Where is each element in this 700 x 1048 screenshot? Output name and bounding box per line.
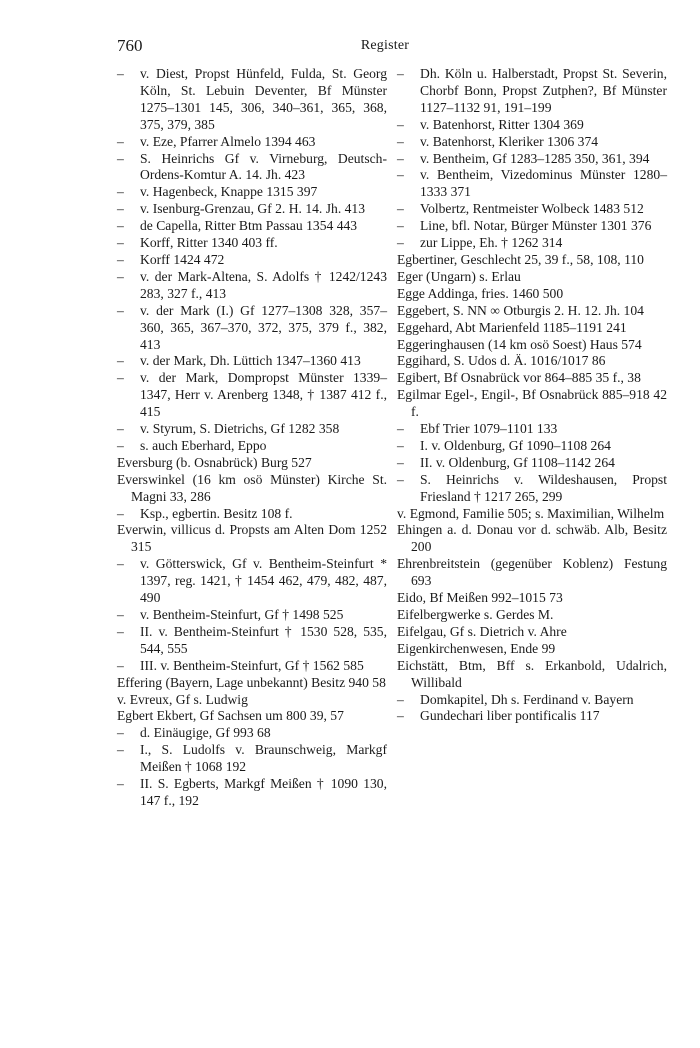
index-subentry xyxy=(117,725,387,742)
index-entry-text: Korff, Ritter 1340 403 ff. xyxy=(140,235,278,251)
index-entry-text: Line, bfl. Notar, Bürger Münster 1301 376 xyxy=(420,218,652,234)
index-entry-text: Ebf Trier 1079–1101 133 xyxy=(420,421,558,437)
index-entry-text: Egibert, Bf Osnabrück vor 864–885 35 f., 38 xyxy=(397,370,641,386)
index-entry-text: Everwin, villicus d. Propsts am Alten Dom 1252 315 xyxy=(117,522,387,555)
index-entry-text: Eichstätt, Btm, Bff s. Erkanbold, Udalrich, Willibald xyxy=(397,657,667,690)
index-entry-text: v. Batenhorst, Ritter 1304 369 xyxy=(420,116,584,132)
index-entry xyxy=(397,506,667,523)
index-subentry xyxy=(117,201,387,218)
index-entry xyxy=(397,590,667,607)
index-subentry xyxy=(397,708,667,725)
index-entry-text: S. Heinrichs v. Wildeshausen, Propst Friesland † 1217 265, 299 xyxy=(420,471,667,504)
index-entry xyxy=(117,692,387,709)
subentry-dash: – xyxy=(117,556,124,572)
index-entry xyxy=(397,303,667,320)
index-entry-text: v. Eze, Pfarrer Almelo 1394 463 xyxy=(140,133,316,149)
index-subentry xyxy=(117,303,387,354)
index-entry-text: Eversburg (b. Osnabrück) Burg 527 xyxy=(117,454,312,470)
index-entry-text: v. Diest, Propst Hünfeld, Fulda, St. Georg Köln, St. Lebuin Deventer, Bf Münster 1275–1301 145, 306, 340–361, 365, 368, 375, 379, 385 xyxy=(140,66,387,132)
subentry-dash: – xyxy=(397,116,404,132)
index-entry-text: Ehingen a. d. Donau vor d. schwäb. Alb, Besitz 200 xyxy=(397,522,667,555)
index-subentry xyxy=(397,455,667,472)
index-entry xyxy=(117,522,387,556)
index-entry-text: II. S. Egberts, Markgf Meißen † 1090 130, 147 f., 192 xyxy=(140,776,387,808)
index-entry-text: v. der Mark (I.) Gf 1277–1308 328, 357–360, 365, 367–370, 372, 375, 379 f., 382, 413 xyxy=(140,302,387,352)
subentry-dash: – xyxy=(397,471,404,487)
index-subentry xyxy=(117,607,387,624)
index-entry-text: Eggebert, S. NN ∞ Otburgis 2. H. 12. Jh. 104 xyxy=(397,302,644,318)
index-entry-text: v. Styrum, S. Dietrichs, Gf 1282 358 xyxy=(140,421,340,437)
index-entry xyxy=(117,472,387,506)
index-subentry xyxy=(117,421,387,438)
subentry-dash: – xyxy=(397,201,404,217)
subentry-dash: – xyxy=(117,201,124,217)
index-entry-text: Egbert Ekbert, Gf Sachsen um 800 39, 57 xyxy=(117,708,344,724)
index-subentry xyxy=(397,235,667,252)
index-subentry xyxy=(397,218,667,235)
subentry-dash: – xyxy=(397,708,404,724)
index-entry-text: de Capella, Ritter Btm Passau 1354 443 xyxy=(140,218,358,234)
index-entry xyxy=(117,675,387,692)
index-subentry xyxy=(397,117,667,134)
subentry-dash: – xyxy=(397,454,404,470)
index-entry-text: Eggeringhausen (14 km osö Soest) Haus 574 xyxy=(397,336,642,352)
subentry-dash: – xyxy=(397,66,404,81)
index-subentry xyxy=(397,134,667,151)
subentry-dash: – xyxy=(397,437,404,453)
index-entry xyxy=(397,522,667,556)
index-subentry xyxy=(397,167,667,201)
index-entry xyxy=(397,252,667,269)
index-entry xyxy=(397,556,667,590)
subentry-dash: – xyxy=(117,657,124,673)
subentry-dash: – xyxy=(117,268,124,284)
index-entry-text: Egbertiner, Geschlecht 25, 39 f., 58, 108, 110 xyxy=(397,251,644,267)
index-entry-text: v. Bentheim-Steinfurt, Gf † 1498 525 xyxy=(140,607,344,622)
subentry-dash: – xyxy=(117,133,124,149)
index-subentry xyxy=(117,184,387,201)
index-entry-text: Dh. Köln u. Halberstadt, Propst St. Severin, Chorbf Bonn, Propst Zutphen?, Bf Münster 1127–1132 91, 191–199 xyxy=(420,66,667,115)
index-entry xyxy=(397,607,667,624)
index-entry xyxy=(397,387,667,421)
subentry-dash: – xyxy=(397,235,404,251)
index-subentry xyxy=(397,472,667,506)
subentry-dash: – xyxy=(117,302,124,318)
index-entry-text: Domkapitel, Dh s. Ferdinand v. Bayern xyxy=(420,691,634,707)
index-column-right xyxy=(397,66,667,725)
subentry-dash: – xyxy=(117,251,124,267)
index-subentry xyxy=(117,370,387,421)
index-entry-text: Ksp., egbertin. Besitz 108 f. xyxy=(140,505,293,521)
index-entry-text: v. Egmond, Familie 505; s. Maximilian, Wilhelm xyxy=(397,505,665,521)
index-entry-text: Egge Addinga, fries. 1460 500 xyxy=(397,285,564,301)
index-entry-text: v. der Mark, Dompropst Münster 1339–1347, Herr v. Arenberg 1348, † 1387 412 f., 415 xyxy=(140,370,387,420)
subentry-dash: – xyxy=(117,218,124,234)
index-entry-text: v. Evreux, Gf s. Ludwig xyxy=(117,691,248,707)
index-subentry xyxy=(117,134,387,151)
subentry-dash: – xyxy=(117,505,124,521)
subentry-dash: – xyxy=(117,184,124,200)
index-entry-text: v. Hagenbeck, Knappe 1315 397 xyxy=(140,184,318,200)
index-entry-text: I. v. Oldenburg, Gf 1090–1108 264 xyxy=(420,437,611,453)
index-entry-text: v. der Mark-Altena, S. Adolfs † 1242/1243 283, 327 f., 413 xyxy=(140,268,387,301)
subentry-dash: – xyxy=(117,370,124,386)
index-entry-text: v. der Mark, Dh. Lüttich 1347–1360 413 xyxy=(140,353,361,369)
index-entry xyxy=(397,286,667,303)
index-subentry xyxy=(117,658,387,675)
index-subentry xyxy=(117,269,387,303)
subentry-dash: – xyxy=(117,607,124,622)
index-entry-text: Everswinkel (16 km osö Münster) Kirche St. Magni 33, 286 xyxy=(117,471,387,504)
index-entry-text: S. Heinrichs Gf v. Virneburg, Deutsch-Ordens-Komtur A. 14. Jh. 423 xyxy=(140,150,387,183)
index-subentry xyxy=(117,235,387,252)
subentry-dash: – xyxy=(117,235,124,251)
subentry-dash: – xyxy=(397,421,404,437)
subentry-dash: – xyxy=(117,623,124,639)
index-entry xyxy=(397,641,667,658)
index-subentry xyxy=(117,438,387,455)
index-entry xyxy=(397,353,667,370)
index-entry-text: Gundechari liber pontificalis 117 xyxy=(420,708,600,724)
subentry-dash: – xyxy=(397,133,404,149)
page-number: 760 xyxy=(117,36,143,55)
index-subentry xyxy=(397,151,667,168)
subentry-dash: – xyxy=(397,218,404,234)
index-entry-text: Eifelgau, Gf s. Dietrich v. Ahre xyxy=(397,623,567,639)
index-entry-text: zur Lippe, Eh. † 1262 314 xyxy=(420,235,563,251)
index-subentry xyxy=(117,252,387,269)
subentry-dash: – xyxy=(397,150,404,166)
index-entry-text: Eggihard, S. Udos d. Ä. 1016/1017 86 xyxy=(397,353,606,369)
index-entry xyxy=(397,269,667,286)
subentry-dash: – xyxy=(117,66,124,81)
index-subentry xyxy=(117,776,387,810)
index-entry-text: Ehrenbreitstein (gegenüber Koblenz) Festung 693 xyxy=(397,556,667,589)
index-entry-text: II. v. Bentheim-Steinfurt † 1530 528, 535, 544, 555 xyxy=(140,623,387,656)
index-subentry xyxy=(117,66,387,134)
index-subentry xyxy=(117,151,387,185)
index-subentry xyxy=(117,218,387,235)
index-entry-text: Eger (Ungarn) s. Erlau xyxy=(397,268,521,284)
index-entry-text: v. Bentheim, Gf 1283–1285 350, 361, 394 xyxy=(420,150,650,166)
index-subentry xyxy=(397,438,667,455)
index-entry-text: Eggehard, Abt Marienfeld 1185–1191 241 xyxy=(397,319,627,335)
index-subentry xyxy=(117,742,387,776)
subentry-dash: – xyxy=(397,691,404,707)
running-head: Register xyxy=(360,38,410,53)
index-entry-text: v. Batenhorst, Kleriker 1306 374 xyxy=(420,133,599,149)
index-entry-text: s. auch Eberhard, Eppo xyxy=(140,437,267,453)
index-subentry xyxy=(397,421,667,438)
index-subentry xyxy=(117,556,387,607)
subentry-dash: – xyxy=(117,437,124,453)
index-entry-text: Korff 1424 472 xyxy=(140,251,225,267)
index-subentry xyxy=(117,506,387,523)
index-subentry xyxy=(397,201,667,218)
subentry-dash: – xyxy=(117,776,124,792)
index-entry-text: Eigenkirchenwesen, Ende 99 xyxy=(397,640,556,656)
index-entry-text: v. Isenburg-Grenzau, Gf 2. H. 14. Jh. 413 xyxy=(140,201,366,217)
index-entry-text: Egilmar Egel-, Engil-, Bf Osnabrück 885–918 42 f. xyxy=(397,387,667,420)
subentry-dash: – xyxy=(117,421,124,437)
index-entry-text: III. v. Bentheim-Steinfurt, Gf † 1562 585 xyxy=(140,657,364,673)
index-entry-text: v. Götterswick, Gf v. Bentheim-Steinfurt * 1397, reg. 1421, † 1454 462, 479, 482, 487, 490 xyxy=(140,556,387,606)
index-entry xyxy=(397,370,667,387)
subentry-dash: – xyxy=(117,742,124,758)
subentry-dash: – xyxy=(117,353,124,369)
index-subentry xyxy=(397,66,667,117)
index-entry-text: Effering (Bayern, Lage unbekannt) Besitz 940 58 xyxy=(117,674,386,690)
index-entry-text: v. Bentheim, Vizedominus Münster 1280–1333 371 xyxy=(420,167,667,200)
index-entry-text: I., S. Ludolfs v. Braunschweig, Markgf Meißen † 1068 192 xyxy=(140,742,387,775)
index-entry xyxy=(397,320,667,337)
index-entry-text: Volbertz, Rentmeister Wolbeck 1483 512 xyxy=(420,201,644,217)
index-entry-text: Eido, Bf Meißen 992–1015 73 xyxy=(397,590,563,606)
index-subentry xyxy=(117,624,387,658)
subentry-dash: – xyxy=(117,150,124,166)
index-subentry xyxy=(397,692,667,709)
index-subentry xyxy=(117,353,387,370)
index-entry xyxy=(397,337,667,354)
index-entry-text: II. v. Oldenburg, Gf 1108–1142 264 xyxy=(420,454,615,470)
subentry-dash: – xyxy=(117,725,124,741)
index-entry xyxy=(397,658,667,692)
index-entry xyxy=(397,624,667,641)
index-column-left xyxy=(117,66,387,810)
index-entry xyxy=(117,455,387,472)
index-entry xyxy=(117,708,387,725)
index-entry-text: Eifelbergwerke s. Gerdes M. xyxy=(397,607,554,622)
index-entry-text: d. Einäugige, Gf 993 68 xyxy=(140,725,271,741)
subentry-dash: – xyxy=(397,167,404,183)
